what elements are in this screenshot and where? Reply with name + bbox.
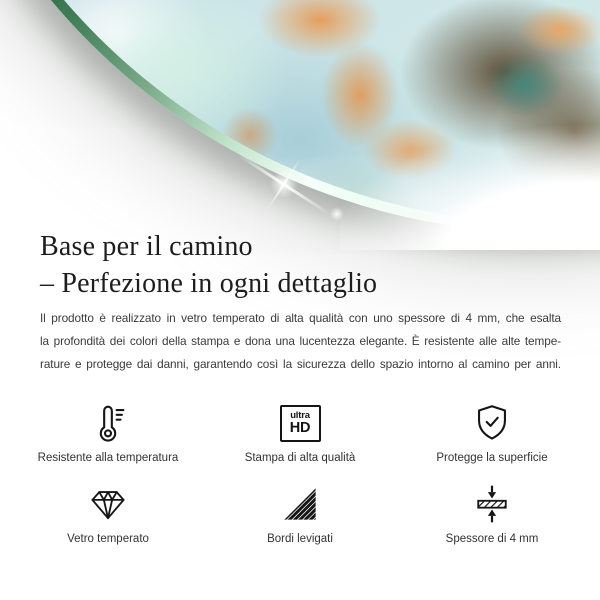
feature-label: Bordi levigati <box>267 533 333 545</box>
description-line: Il prodotto è realizzato in vetro temperato di alta qualità con uno spessore di 4 mm, che esalta <box>40 311 561 325</box>
ultra-hd-text-top: ultra <box>290 410 310 421</box>
feature-label: Stampa di alta qualità <box>244 452 356 464</box>
shield-check-icon <box>469 398 515 448</box>
product-description <box>40 307 561 376</box>
feature-label: Resistente alla temperatura <box>37 452 179 464</box>
thermometer-icon <box>85 398 131 448</box>
description-line: la profondità dei colori della stampa e dona una lucentezza elegante. È resistente alle alte tempe- <box>40 334 561 348</box>
feature-surface-protection <box>396 398 588 464</box>
diamond-icon <box>86 479 130 529</box>
description-line: rature e protegge dai danni, garantendo così la sicurezza dello spazio intorno al camino per anni. <box>40 357 561 371</box>
feature-polished-edges <box>204 479 396 545</box>
feature-label: Vetro temperato <box>67 533 149 545</box>
page-title <box>40 228 377 302</box>
feature-temperature-resistant <box>12 398 204 464</box>
title-line-2: – Perfezione in ogni dettaglio <box>40 268 378 299</box>
thickness-icon <box>470 479 514 529</box>
polished-edges-icon <box>279 479 321 529</box>
ultra-hd-icon <box>280 398 321 448</box>
feature-label: Spessore di 4 mm <box>445 533 539 545</box>
feature-label: Protegge la superficie <box>436 452 548 464</box>
ultra-hd-frame <box>280 405 321 442</box>
feature-tempered-glass <box>12 479 204 545</box>
title-line-1: Base per il camino <box>40 231 253 262</box>
feature-print-quality <box>204 398 396 464</box>
ultra-hd-text-bottom: HD <box>289 420 311 436</box>
feature-thickness <box>396 479 588 545</box>
features-grid <box>12 398 588 545</box>
